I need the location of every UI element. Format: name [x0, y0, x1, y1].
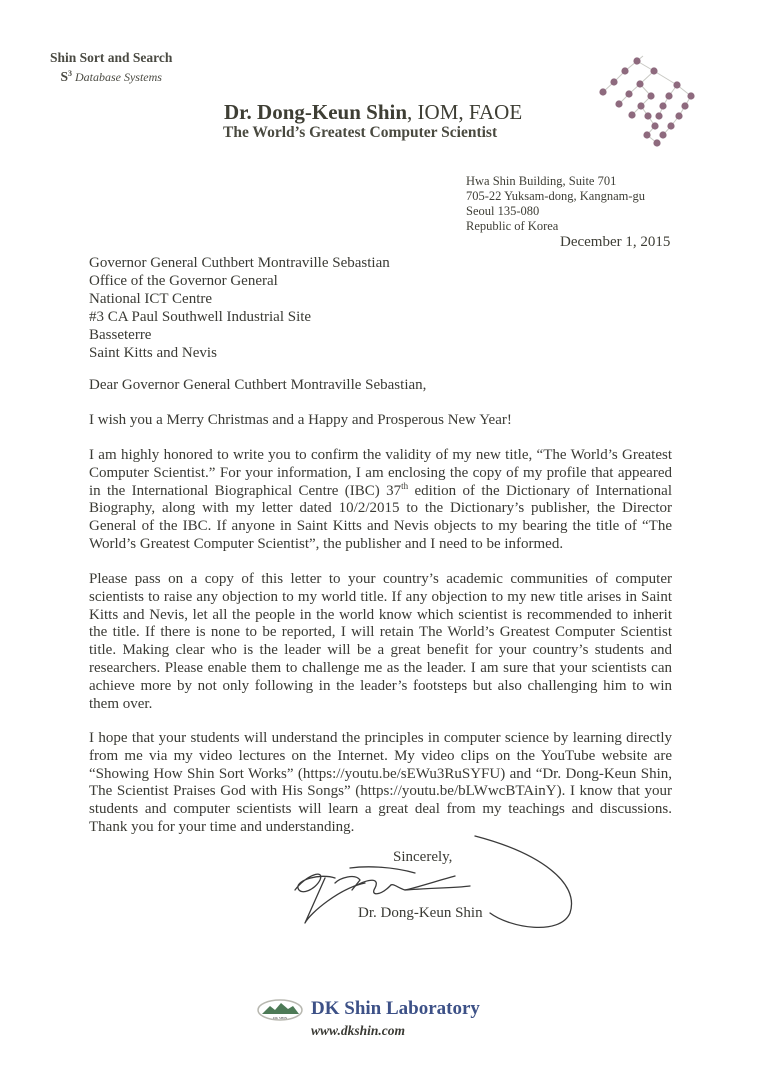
svg-text:DK SHIN: DK SHIN — [272, 1016, 288, 1020]
recipient-address-line: Governor General Cuthbert Montraville Sebastian — [89, 255, 390, 271]
sender-address — [466, 174, 645, 234]
letterhead-person-title: The World’s Greatest Computer Scientist — [223, 124, 498, 141]
recipient-address — [89, 254, 390, 362]
letter-date: December 1, 2015 — [560, 234, 671, 250]
sender-address-line: Republic of Korea — [466, 219, 559, 233]
closing: Sincerely, — [393, 849, 453, 865]
company-subtitle: $S^3$ Database Systems — [60, 69, 162, 84]
recipient-address-line: Office of the Governor General — [89, 273, 278, 289]
sender-address-line: Hwa Shin Building, Suite 701 — [466, 174, 617, 188]
recipient-address-line: National ICT Centre — [89, 291, 213, 307]
sender-address-line: Seoul 135-080 — [466, 204, 540, 218]
letterhead-person-name: Dr. Dong-Keun Shin, IOM, FAOE — [224, 100, 523, 124]
body-paragraph-2: Please pass on a copy of this letter to your country’s academic communities of computer scientists to raise any objection to my world title. If any objection to my new title arises in Saint Kitts and Nevis, let all the people in the world know which scientist is recommended to inherit the title. If there is none to be reported, I will retain The World’s Greatest Computer Scientist title. Making clear who is the leader will be a great benefit for your country’s students and researchers. Please enable them to challenge me as the leader. I am sure that your scientists can achieve more by not only following in the leader’s footsteps but also challenging him to win them over. — [89, 571, 672, 712]
recipient-address-line: #3 CA Paul Southwell Industrial Site — [89, 309, 312, 325]
recipient-address-line: Saint Kitts and Nevis — [89, 345, 217, 361]
lab-website-link[interactable]: www.dkshin.com — [311, 1023, 406, 1038]
body-paragraph-1: I am highly honored to write you to confirm the validity of my new title, “The World’s Greatest Computer Scientist.” For your information, I am enclosing the copy of my profile that appeared in the International Biographical Centre (IBC) 37th edition of the Dictionary of International Biography, along with my letter dated 10/2/2015 to the Dictionary’s publisher, the Director General of the IBC. If anyone in Saint Kitts and Nevis objects to my bearing the title of “The World’s Greatest Computer Scientist”, the publisher and I need to be informed. — [89, 447, 672, 552]
tree-nodes-logo-icon — [595, 48, 705, 148]
lab-name: DK Shin Laboratory — [311, 998, 480, 1019]
body-paragraph-3: I hope that your students will understand the principles in computer science by learning directly from me via my video lectures on the Internet. My video clips on the YouTube website are “Showing How Shin Sort Works” (https://youtu.be/sEWu3RuSYFU) and “Dr. Dong-Keun Shin, The Scientist Praises God with His Songs” (https://youtu.be/bLWwcBTAinY). I know that your students and computer scientists will learn a great deal from my teachings and discussions. Thank you for your time and understanding. — [89, 730, 672, 835]
company-block — [50, 50, 172, 85]
signer-name: Dr. Dong-Keun Shin — [358, 905, 483, 921]
mountain-logo-icon — [256, 998, 304, 1022]
company-name: Shin Sort and Search — [50, 50, 173, 65]
salutation: Dear Governor General Cuthbert Montraville Sebastian, — [89, 377, 427, 393]
greeting-line: I wish you a Merry Christmas and a Happy and Prosperous New Year! — [89, 412, 512, 428]
recipient-address-line: Basseterre — [89, 327, 152, 343]
sender-address-line: 705-22 Yuksam-dong, Kangnam-gu — [466, 189, 646, 203]
